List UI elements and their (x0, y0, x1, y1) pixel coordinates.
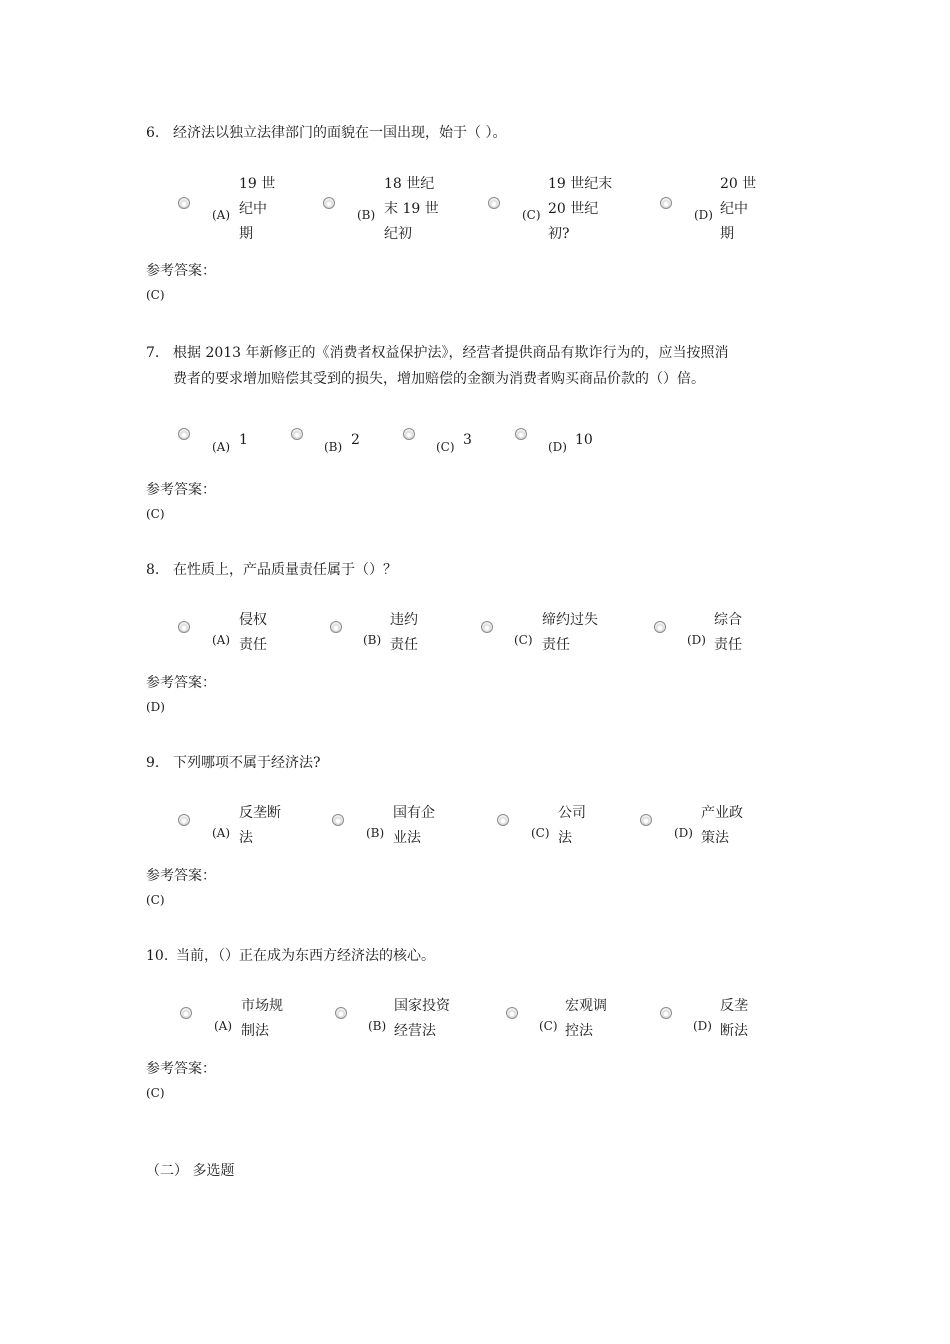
answer-value: (C) (146, 1086, 165, 1100)
question-number: 9. (146, 755, 160, 771)
radio-9a[interactable] (178, 814, 190, 826)
option-text: 19 世 纪中 期 (239, 176, 276, 242)
question-6 (146, 120, 816, 146)
radio-7a[interactable] (178, 428, 190, 440)
question-text: 下列哪项不属于经济法? (173, 755, 321, 771)
question-number: 8. (146, 562, 160, 578)
radio-6b[interactable] (323, 197, 335, 209)
option-letter: (D) (674, 826, 693, 840)
option-letter: (B) (366, 826, 385, 840)
radio-8d[interactable] (654, 621, 666, 633)
option-letter: (B) (357, 208, 376, 222)
question-10 (146, 943, 816, 969)
radio-10a[interactable] (180, 1007, 192, 1019)
question-text: 在性质上，产品质量责任属于（）？ (173, 562, 397, 578)
option-text: 反垄 断法 (720, 998, 748, 1039)
option-letter: (D) (693, 1019, 712, 1033)
question-7 (146, 340, 816, 392)
question-number: 6. (146, 125, 160, 141)
option-letter: (D) (687, 633, 706, 647)
option-text: 反垄断 法 (239, 805, 281, 846)
radio-8b[interactable] (330, 621, 342, 633)
answer-value: (C) (146, 893, 165, 907)
option-text: 违约 责任 (390, 612, 418, 653)
option-letter: (A) (212, 633, 231, 647)
option-letter: (D) (694, 208, 713, 222)
answer-label: 参考答案： (146, 263, 216, 279)
option-letter: (A) (212, 440, 231, 454)
answer-label: 参考答案： (146, 1061, 216, 1077)
option-text: 公司 法 (558, 805, 586, 846)
option-text: 缔约过失 责任 (542, 612, 598, 653)
question-text-line2: 费者的要求增加赔偿其受到的损失，增加赔偿的金额为消费者购买商品价款的（）倍。 (173, 371, 705, 387)
option-letter: (B) (324, 440, 343, 454)
option-text: 侵权 责任 (239, 612, 267, 653)
question-9 (146, 750, 816, 776)
option-text: 19 世纪末 20 世纪 初? (548, 176, 613, 242)
option-letter: (C) (531, 826, 550, 840)
option-text: 3 (463, 432, 472, 448)
radio-6c[interactable] (488, 197, 500, 209)
option-letter: (B) (363, 633, 382, 647)
radio-8a[interactable] (178, 621, 190, 633)
option-text: 10 (575, 432, 593, 448)
radio-7c[interactable] (403, 428, 415, 440)
option-text: 国有企 业法 (393, 805, 435, 846)
radio-10c[interactable] (506, 1007, 518, 1019)
option-text: 产业政 策法 (701, 805, 743, 846)
option-text: 国家投资 经营法 (394, 998, 450, 1039)
radio-9c[interactable] (497, 814, 509, 826)
option-letter: (C) (522, 208, 541, 222)
option-text: 1 (239, 432, 248, 448)
answer-label: 参考答案： (146, 482, 216, 498)
option-letter: (C) (539, 1019, 558, 1033)
option-letter: (D) (548, 440, 567, 454)
option-letter: (C) (514, 633, 533, 647)
option-letter: (A) (214, 1019, 233, 1033)
option-text: 2 (351, 432, 360, 448)
answer-label: 参考答案： (146, 675, 216, 691)
answer-value: (D) (146, 700, 165, 714)
radio-10b[interactable] (335, 1007, 347, 1019)
question-text: 经济法以独立法律部门的面貌在一国出现，始于（ ）。 (173, 125, 507, 141)
question-number: 7. (146, 345, 160, 361)
question-number: 10. (146, 948, 169, 964)
radio-7b[interactable] (291, 428, 303, 440)
question-text: 当前，（）正在成为东西方经济法的核心。 (176, 948, 435, 964)
radio-8c[interactable] (481, 621, 493, 633)
radio-6d[interactable] (660, 197, 672, 209)
option-text: 市场规 制法 (241, 998, 283, 1039)
radio-9d[interactable] (640, 814, 652, 826)
option-text: 18 世纪 末 19 世 纪初 (384, 176, 439, 242)
answer-label: 参考答案： (146, 868, 216, 884)
radio-7d[interactable] (515, 428, 527, 440)
answer-value: (C) (146, 288, 165, 302)
option-text: 宏观调 控法 (565, 998, 607, 1039)
radio-9b[interactable] (332, 814, 344, 826)
option-letter: (C) (436, 440, 455, 454)
option-letter: (A) (212, 826, 231, 840)
option-letter: (B) (368, 1019, 387, 1033)
option-text: 综合 责任 (714, 612, 742, 653)
question-8 (146, 557, 816, 583)
section-heading: （二） 多选题 (146, 1163, 235, 1179)
radio-10d[interactable] (660, 1007, 672, 1019)
radio-6a[interactable] (178, 197, 190, 209)
option-text: 20 世 纪中 期 (720, 176, 757, 242)
answer-value: (C) (146, 507, 165, 521)
question-text-line1: 根据 2013 年新修正的《消费者权益保护法》，经营者提供商品有欺诈行为的，应当按照消 (173, 345, 729, 361)
option-letter: (A) (212, 208, 231, 222)
